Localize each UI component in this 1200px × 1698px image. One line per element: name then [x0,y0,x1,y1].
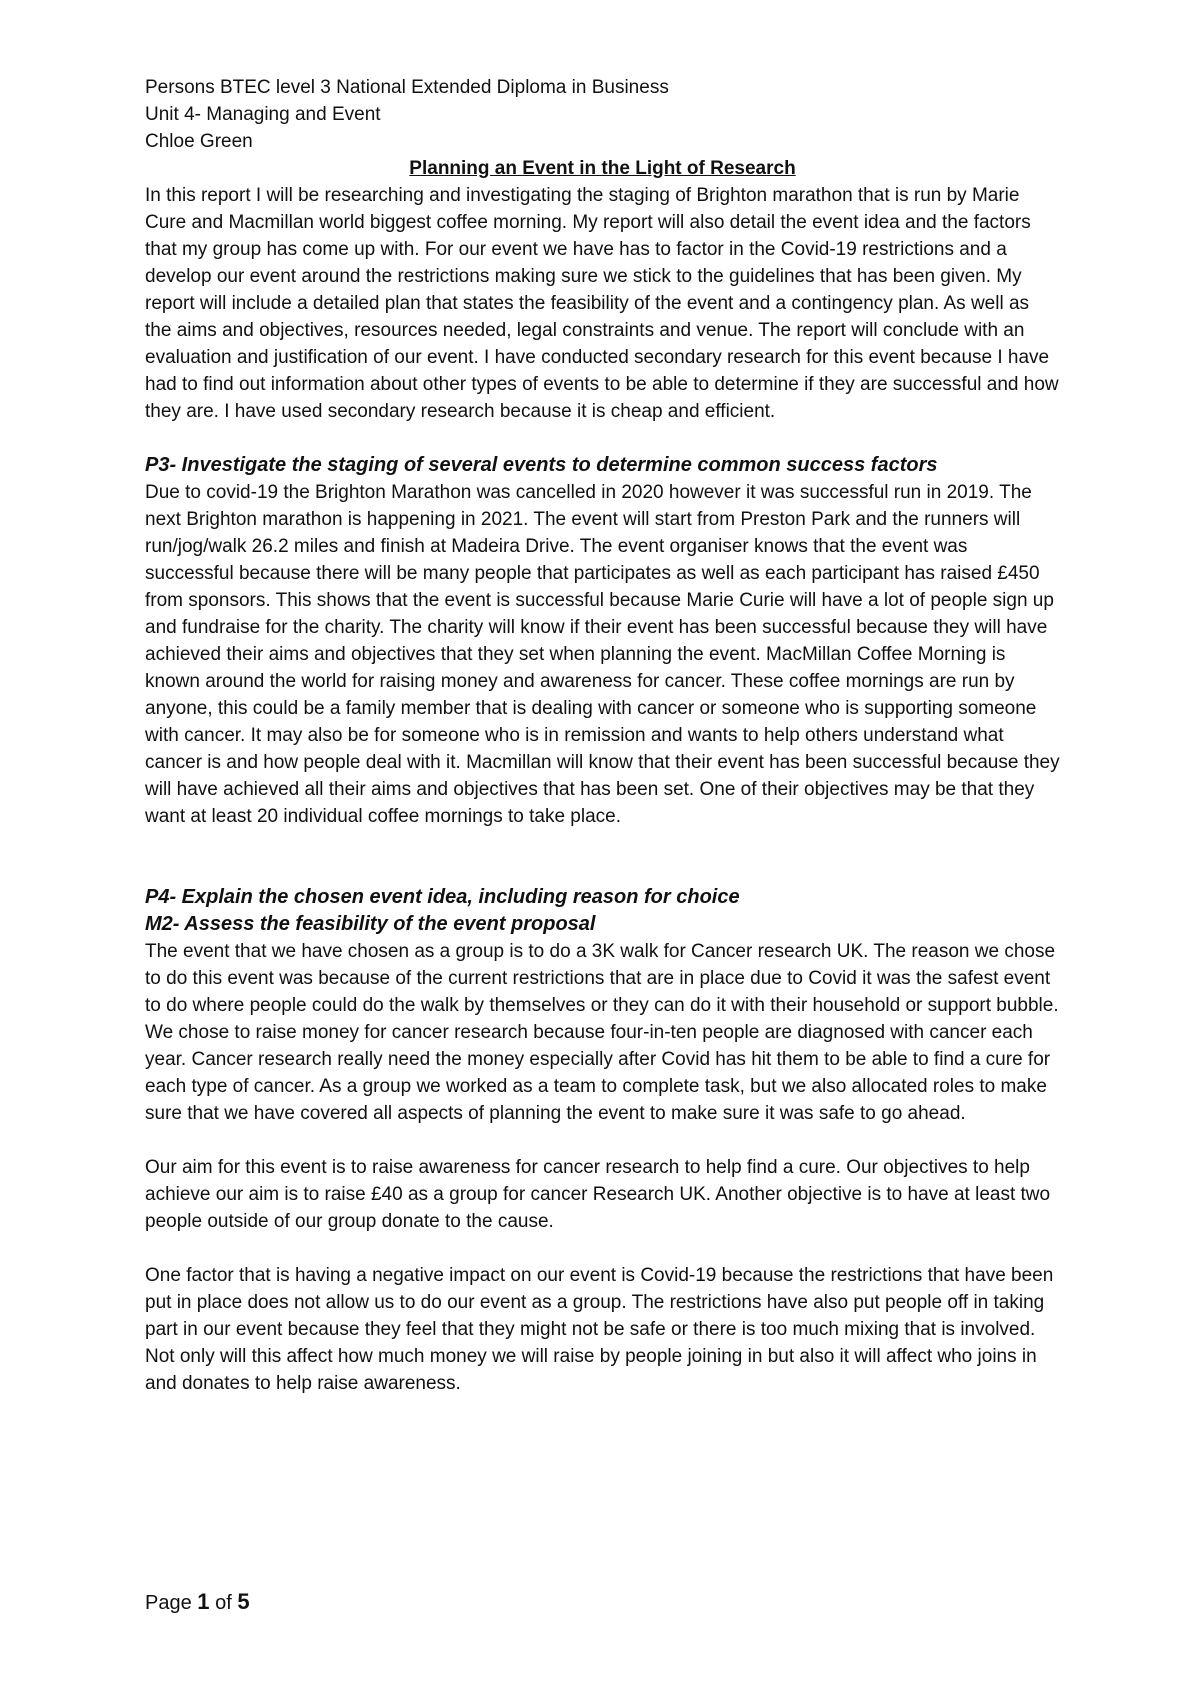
page-footer [145,1588,250,1617]
spacer [145,1127,1060,1154]
report-title: Planning an Event in the Light of Research [409,158,796,179]
section-p4-paragraph-2: Our aim for this event is to raise awareness for cancer research to help find a cure. Our objectives to help achieve our aim is to raise £40 as a group for cancer Research UK. Another objective is to have at least two people outside of our group donate to the cause. [145,1157,1051,1232]
intro-paragraph: In this report I will be researching and investigating the staging of Brighton marathon that is run by Marie Cure and Macmillan world biggest coffee morning. My report will also detail the event idea and the factors that my group has come up with. For our event we have has to factor in the Covid-19 restrictions and a develop our event around the restrictions making sure we stick to the guidelines that has been given. My report will include a detailed plan that states the feasibility of the event and a contingency plan. As well as the aims and objectives, resources needed, legal constraints and venue. The report will conclude with an evaluation and justification of our event. I have conducted secondary research for this event because I have had to find out information about other types of events to be able to determine if they are successful and how they are. I have used secondary research because it is cheap and efficient. [145,185,1059,422]
section-p3-body: Due to covid-19 the Brighton Marathon was cancelled in 2020 however it was successful run in 2019. The next Brighton marathon is happening in 2021. The event will start from Preston Park and the runners will run/jog/walk 26.2 miles and finish at Madeira Drive. The event organiser knows that the event was successful because there will be many people that participates as well as each participant has raised £450 from sponsors. This shows that the event is successful because Marie Curie will have a lot of people sign up and fundraise for the charity. The charity will know if their event has been successful because they will have achieved their aims and objectives that they set when planning the event. MacMillan Coffee Morning is known around the world for raising money and awareness for cancer. These coffee mornings are run by anyone, this could be a family member that is dealing with cancer or someone who is supporting someone with cancer. It may also be for someone who is in remission and wants to help others understand what cancer is and how people deal with it. Macmillan will know that their event has been successful because they will have achieved all their aims and objectives that has been set. One of their objectives may be that they want at least 20 individual coffee mornings to take place. [145,482,1060,827]
section-p4-heading: P4- Explain the chosen event idea, including reason for choice [145,886,740,908]
page-label: Page [145,1592,192,1614]
section-p4-paragraph-1: The event that we have chosen as a group is to do a 3K walk for Cancer research UK. The reason we chose to do this event was because of the current restrictions that are in place due to Covid it was the safest event to do where people could do the walk by themselves or they can do it with their household or support bubble. We chose to raise money for cancer research because four-in-ten people are diagnosed with cancer each year. Cancer research really need the money especially after Covid has hit them to be able to find a cure for each type of cancer. As a group we worked as a team to complete task, but we also allocated roles to make sure that we have covered all aspects of planning the event to make sure it was safe to go ahead. [145,941,1059,1124]
course-title: Persons BTEC level 3 National Extended Diploma in Business [145,77,669,98]
spacer [145,830,1060,884]
spacer [145,425,1060,452]
section-p3-heading: P3- Investigate the staging of several events to determine common success factors [145,454,938,476]
spacer [145,1235,1060,1262]
author-name: Chloe Green [145,131,253,152]
section-m2-heading: M2- Assess the feasibility of the event proposal [145,913,596,935]
page-number: 1 [197,1589,210,1614]
page-total: 5 [237,1589,250,1614]
of-label: of [215,1592,232,1614]
unit-title: Unit 4- Managing and Event [145,104,381,125]
section-p4-paragraph-3: One factor that is having a negative impact on our event is Covid-19 because the restrictions that have been put in place does not allow us to do our event as a group. The restrictions have also put people off in taking part in our event because they feel that they might not be safe or there is too much mixing that is involved. Not only will this affect how much money we will raise by people joining in but also it will affect who joins in and donates to help raise awareness. [145,1265,1054,1394]
